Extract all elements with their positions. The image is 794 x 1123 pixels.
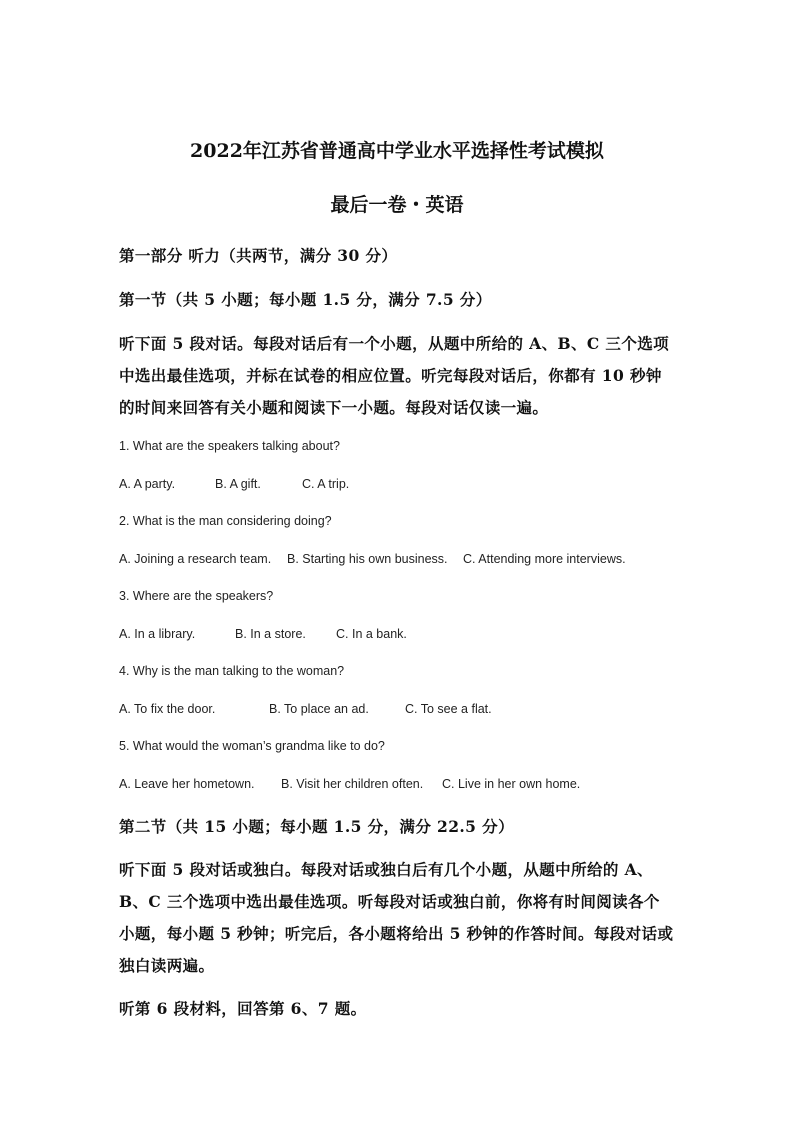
option-b: B. To place an ad. (269, 702, 369, 716)
option-a: A. A party. (119, 477, 176, 491)
section2-instruction-line: 听下面 5 段对话或独白。每段对话或独白后有几个小题，从题中所给的 A、 (119, 860, 653, 879)
next-material-prompt: 听第 6 段材料，回答第 6、7 题。 (119, 999, 367, 1018)
question-5-options (119, 777, 580, 791)
section2-instruction-line: 独白读两遍。 (119, 956, 215, 975)
option-c: C. A trip. (302, 477, 350, 491)
section2-instruction-line: B、C 三个选项中选出最佳选项。听每段对话或独白前，你将有时间阅读各个 (119, 892, 660, 911)
section1-instruction-line: 中选出最佳选项，并标在试卷的相应位置。听完每段对话后，你都有 10 秒钟 (119, 366, 662, 385)
option-c: C. To see a flat. (405, 702, 492, 716)
question-2-options (119, 552, 626, 566)
question-3: 3. Where are the speakers? (119, 589, 274, 603)
option-b: B. Visit her children often. (281, 777, 424, 791)
exam-title: 2022年江苏省普通高中学业水平选择性考试模拟 (190, 140, 604, 162)
option-c: C. Live in her own home. (442, 777, 581, 791)
option-a: A. To fix the door. (119, 702, 216, 716)
section1-instruction-line: 的时间来回答有关小题和阅读下一小题。每段对话仅读一遍。 (119, 398, 549, 417)
question-1-options (119, 477, 349, 491)
option-a: A. In a library. (119, 627, 196, 641)
question-2: 2. What is the man considering doing? (119, 514, 332, 528)
question-4: 4. Why is the man talking to the woman? (119, 664, 345, 678)
question-5: 5. What would the woman’s grandma like to do? (119, 739, 385, 753)
option-b: B. Starting his own business. (287, 552, 448, 566)
question-4-options (119, 702, 492, 716)
option-a: A. Leave her hometown. (119, 777, 255, 791)
question-3-options (119, 627, 407, 641)
option-c: C. In a bank. (336, 627, 407, 641)
option-a: A. Joining a research team. (119, 552, 272, 566)
exam-subtitle: 最后一卷・英语 (330, 194, 464, 216)
option-b: B. A gift. (215, 477, 261, 491)
part1-heading: 第一部分 听力（共两节，满分 30 分） (119, 246, 398, 265)
option-c: C. Attending more interviews. (463, 552, 626, 566)
section2-heading: 第二节（共 15 小题；每小题 1.5 分，满分 22.5 分） (119, 817, 514, 836)
section1-heading: 第一节（共 5 小题；每小题 1.5 分，满分 7.5 分） (119, 290, 492, 309)
option-b: B. In a store. (235, 627, 306, 641)
section1-instruction-line: 听下面 5 段对话。每段对话后有一个小题，从题中所给的 A、B、C 三个选项 (119, 334, 670, 353)
section2-instruction-line: 小题，每小题 5 秒钟；听完后，各小题将给出 5 秒钟的作答时间。每段对话或 (119, 924, 674, 943)
question-1: 1. What are the speakers talking about? (119, 439, 340, 453)
